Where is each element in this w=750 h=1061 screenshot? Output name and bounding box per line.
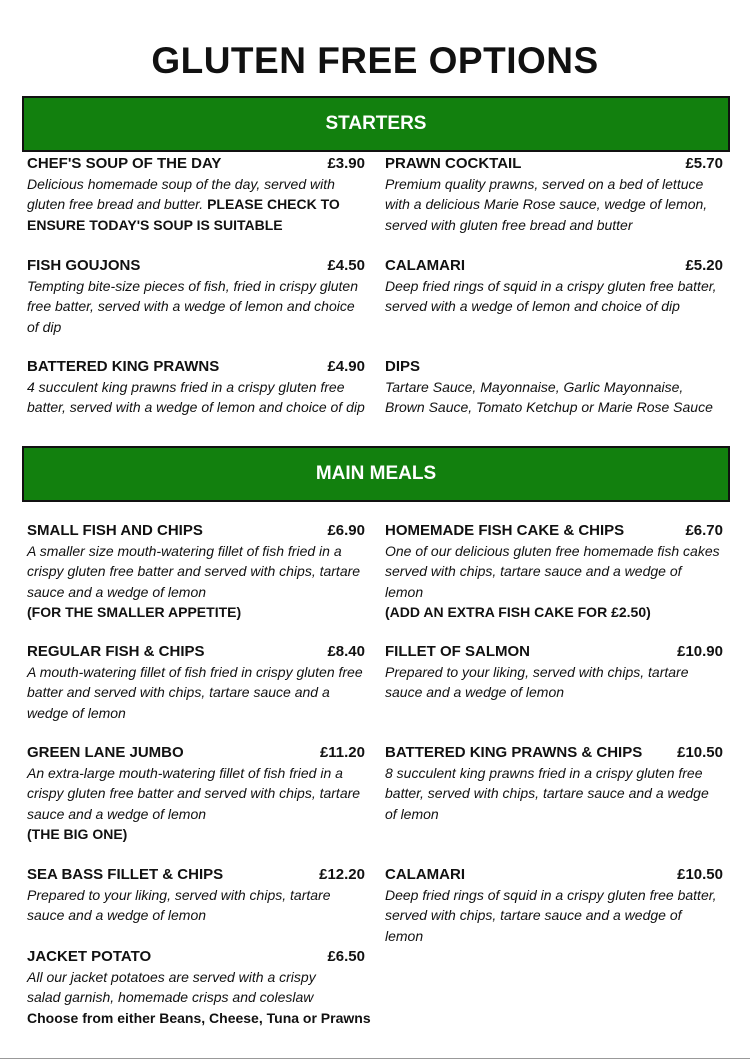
menu-item xyxy=(385,642,723,703)
item-description: An extra-large mouth-watering fillet of fish fried in a crispy gluten free batter and served with chips, tartare sauce and a wedge of lemon xyxy=(27,765,361,822)
item-price: £3.90 xyxy=(327,155,365,172)
menu-item xyxy=(27,743,365,844)
item-name: SEA BASS FILLET & CHIPS xyxy=(27,866,224,883)
page-divider xyxy=(0,1058,750,1059)
item-description: Deep fried rings of squid in a crispy gluten free batter, served with a wedge of lemon and choice of dip xyxy=(385,278,717,315)
item-description: Premium quality prawns, served on a bed of lettuce with a delicious Marie Rose sauce, wedge of lemon, served with gluten free bread and butter xyxy=(385,176,708,233)
item-note: Choose from either Beans, Cheese, Tuna or Prawns xyxy=(27,1009,371,1026)
item-price: £6.90 xyxy=(327,522,365,539)
item-name: CALAMARI xyxy=(385,866,465,883)
starters-heading-band xyxy=(22,96,730,152)
item-name: CALAMARI xyxy=(385,257,465,274)
menu-item xyxy=(27,256,365,337)
item-name: FILLET OF SALMON xyxy=(385,643,530,660)
item-price: £5.20 xyxy=(685,257,723,274)
item-price: £6.70 xyxy=(685,522,723,539)
mains-heading: MAIN MEALS xyxy=(315,463,437,484)
item-name: HOMEMADE FISH CAKE & CHIPS xyxy=(385,522,625,539)
item-name: PRAWN COCKTAIL xyxy=(385,155,522,172)
item-description: 8 succulent king prawns fried in a crispy gluten free batter, served with chips, tartare sauce and a wedge of lemon xyxy=(385,765,709,822)
menu-item xyxy=(385,357,723,418)
item-price: £12.20 xyxy=(319,866,365,883)
item-name: SMALL FISH AND CHIPS xyxy=(27,522,203,539)
item-price: £4.90 xyxy=(327,358,365,375)
menu-item xyxy=(385,256,723,317)
menu-item xyxy=(27,521,365,622)
item-name: GREEN LANE JUMBO xyxy=(27,744,184,761)
item-price: £10.50 xyxy=(677,866,723,883)
item-description: 4 succulent king prawns fried in a crispy gluten free batter, served with a wedge of lemon and choice of dip xyxy=(27,379,365,416)
item-price: £4.50 xyxy=(327,257,365,274)
item-description: One of our delicious gluten free homemade fish cakes served with chips, tartare sauce and a wedge of lemon xyxy=(385,543,720,600)
item-description: A smaller size mouth-watering fillet of fish fried in a crispy gluten free batter and served with chips, tartare sauce and a wedge of lemon xyxy=(27,543,361,600)
item-price: £8.40 xyxy=(327,643,365,660)
menu-item xyxy=(385,521,723,622)
menu-item xyxy=(27,642,365,723)
item-description: Delicious homemade soup of the day, served with gluten free bread and butter. xyxy=(27,176,335,213)
item-name: CHEF'S SOUP OF THE DAY xyxy=(27,155,222,172)
menu-item xyxy=(385,154,723,235)
item-description: Deep fried rings of squid in a crispy gluten free batter, served with chips, tartare sauce and a wedge of lemon xyxy=(385,887,717,944)
menu-item xyxy=(27,154,365,235)
item-price: £11.20 xyxy=(319,744,365,761)
item-name: BATTERED KING PRAWNS & CHIPS xyxy=(385,744,643,761)
menu-item xyxy=(27,865,365,926)
item-name: REGULAR FISH & CHIPS xyxy=(27,643,205,660)
item-name: DIPS xyxy=(385,358,421,375)
starters-heading: STARTERS xyxy=(325,113,427,134)
item-note: (FOR THE SMALLER APPETITE) xyxy=(27,603,242,620)
menu-item xyxy=(27,357,365,418)
item-note: PLEASE CHECK TO ENSURE TODAY'S SOUP IS SUITABLE xyxy=(27,196,340,233)
item-price: £6.50 xyxy=(327,948,365,965)
item-name: BATTERED KING PRAWNS xyxy=(27,358,220,375)
item-price: £10.90 xyxy=(677,643,723,660)
item-description: A mouth-watering fillet of fish fried in crispy gluten free batter and served with chips, tartare sauce and a wedge of lemon xyxy=(27,664,363,721)
item-name: JACKET POTATO xyxy=(27,948,152,965)
item-description: Prepared to your liking, served with chips, tartare sauce and a wedge of lemon xyxy=(27,887,331,924)
item-description: Tartare Sauce, Mayonnaise, Garlic Mayonnaise, Brown Sauce, Tomato Ketchup or Marie Rose Sauce xyxy=(385,379,713,416)
mains-heading-band xyxy=(22,446,730,502)
item-description: Tempting bite-size pieces of fish, fried in crispy gluten free batter, served with a wedge of lemon and choice of dip xyxy=(27,278,358,335)
item-note: (THE BIG ONE) xyxy=(27,825,128,842)
item-price: £10.50 xyxy=(677,744,723,761)
item-note: (ADD AN EXTRA FISH CAKE FOR £2.50) xyxy=(385,603,651,620)
menu-item xyxy=(385,865,723,946)
item-name: FISH GOUJONS xyxy=(27,257,141,274)
menu-item xyxy=(385,743,723,824)
item-description: Prepared to your liking, served with chips, tartare sauce and a wedge of lemon xyxy=(385,664,689,701)
item-description: All our jacket potatoes are served with a crispy salad garnish, homemade crisps and coleslaw xyxy=(27,969,316,1006)
item-price: £5.70 xyxy=(685,155,723,172)
page-title: GLUTEN FREE OPTIONS xyxy=(151,40,599,81)
menu-item xyxy=(27,947,387,1028)
